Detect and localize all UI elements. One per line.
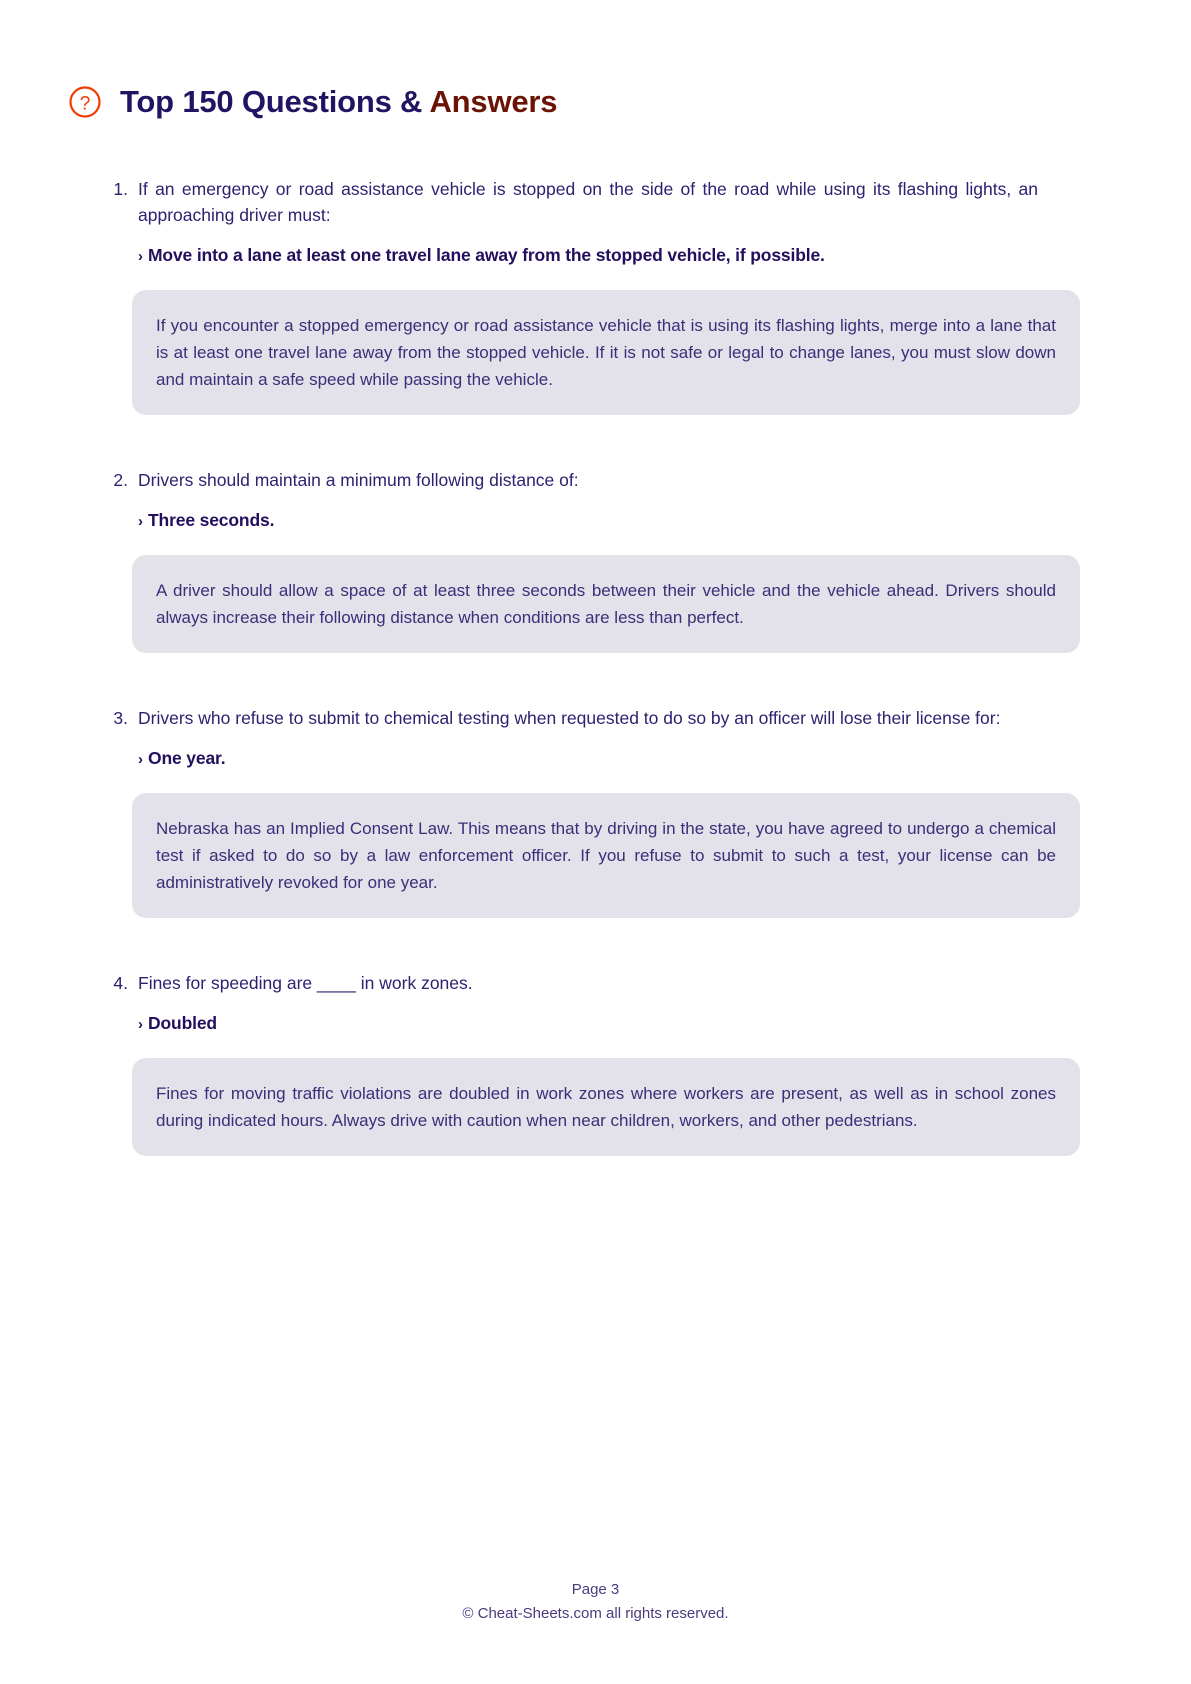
explanation-text: Nebraska has an Implied Consent Law. This means that by driving in the state, you have agreed to undergo a chemical test if asked to do so by a law enforcement officer. If you refuse to submit to such a test, your license can be administratively revoked for one year. [156, 818, 1056, 892]
svg-text:?: ? [79, 93, 91, 115]
page-title-accent: Answers [429, 83, 558, 119]
page-title [120, 85, 557, 119]
qa-item [66, 176, 1125, 415]
questions-list [66, 176, 1125, 1156]
question-number: 3. [113, 707, 128, 728]
question-mark-circle-icon [68, 85, 102, 119]
answer-text: One year. [148, 747, 226, 768]
answer-text: Move into a lane at least one travel lane away from the stopped vehicle, if possible. [148, 244, 825, 265]
question-text: Fines for speeding are ____ in work zones. [138, 972, 473, 993]
explanation-box [132, 1058, 1080, 1156]
question-text: If an emergency or road assistance vehicle is stopped on the side of the road while using its flashing lights, an approaching driver must: [138, 178, 1038, 225]
question-text: Drivers who refuse to submit to chemical testing when requested to do so by an officer will lose their license for: [138, 707, 1001, 728]
explanation-text: A driver should allow a space of at least three seconds between their vehicle and the vehicle ahead. Drivers should always increase their following distance when conditions are less than perfect. [156, 580, 1056, 627]
question-number: 2. [113, 469, 128, 490]
question-number: 1. [113, 178, 128, 199]
question-row [66, 176, 1125, 228]
question-text: Drivers should maintain a minimum following distance of: [138, 469, 579, 490]
copyright-notice: © Cheat-Sheets.com all rights reserved. [462, 1605, 729, 1622]
qa-item [66, 467, 1125, 653]
qa-item [66, 970, 1125, 1156]
page-title-main: Top 150 Questions & [120, 83, 430, 119]
explanation-box [132, 290, 1080, 415]
answer-text: Doubled [148, 1012, 217, 1033]
question-row [66, 467, 1125, 493]
qa-item [66, 705, 1125, 918]
page-header [66, 64, 1125, 140]
explanation-box [132, 555, 1080, 653]
page-footer [0, 1578, 1191, 1626]
question-row [66, 705, 1125, 731]
answer-row [66, 509, 1125, 533]
chevron-right-icon: › [138, 512, 143, 530]
answer-row [66, 1012, 1125, 1036]
chevron-right-icon: › [138, 750, 143, 768]
explanation-box [132, 793, 1080, 918]
question-row [66, 970, 1125, 996]
page-number: Page 3 [571, 1581, 620, 1598]
explanation-text: Fines for moving traffic violations are doubled in work zones where workers are present, as well as in school zones during indicated hours. Always drive with caution when near children, workers, and other pedestrians. [156, 1083, 1056, 1130]
explanation-text: If you encounter a stopped emergency or road assistance vehicle that is using its flashing lights, merge into a lane that is at least one travel lane away from the stopped vehicle. If it is not safe or legal to change lanes, you must slow down and maintain a safe speed while passing the vehicle. [156, 315, 1056, 389]
question-number: 4. [113, 972, 128, 993]
answer-row [66, 747, 1125, 771]
chevron-right-icon: › [138, 247, 143, 265]
answer-row [66, 244, 1125, 268]
answer-text: Three seconds. [148, 509, 275, 530]
chevron-right-icon: › [138, 1015, 143, 1033]
